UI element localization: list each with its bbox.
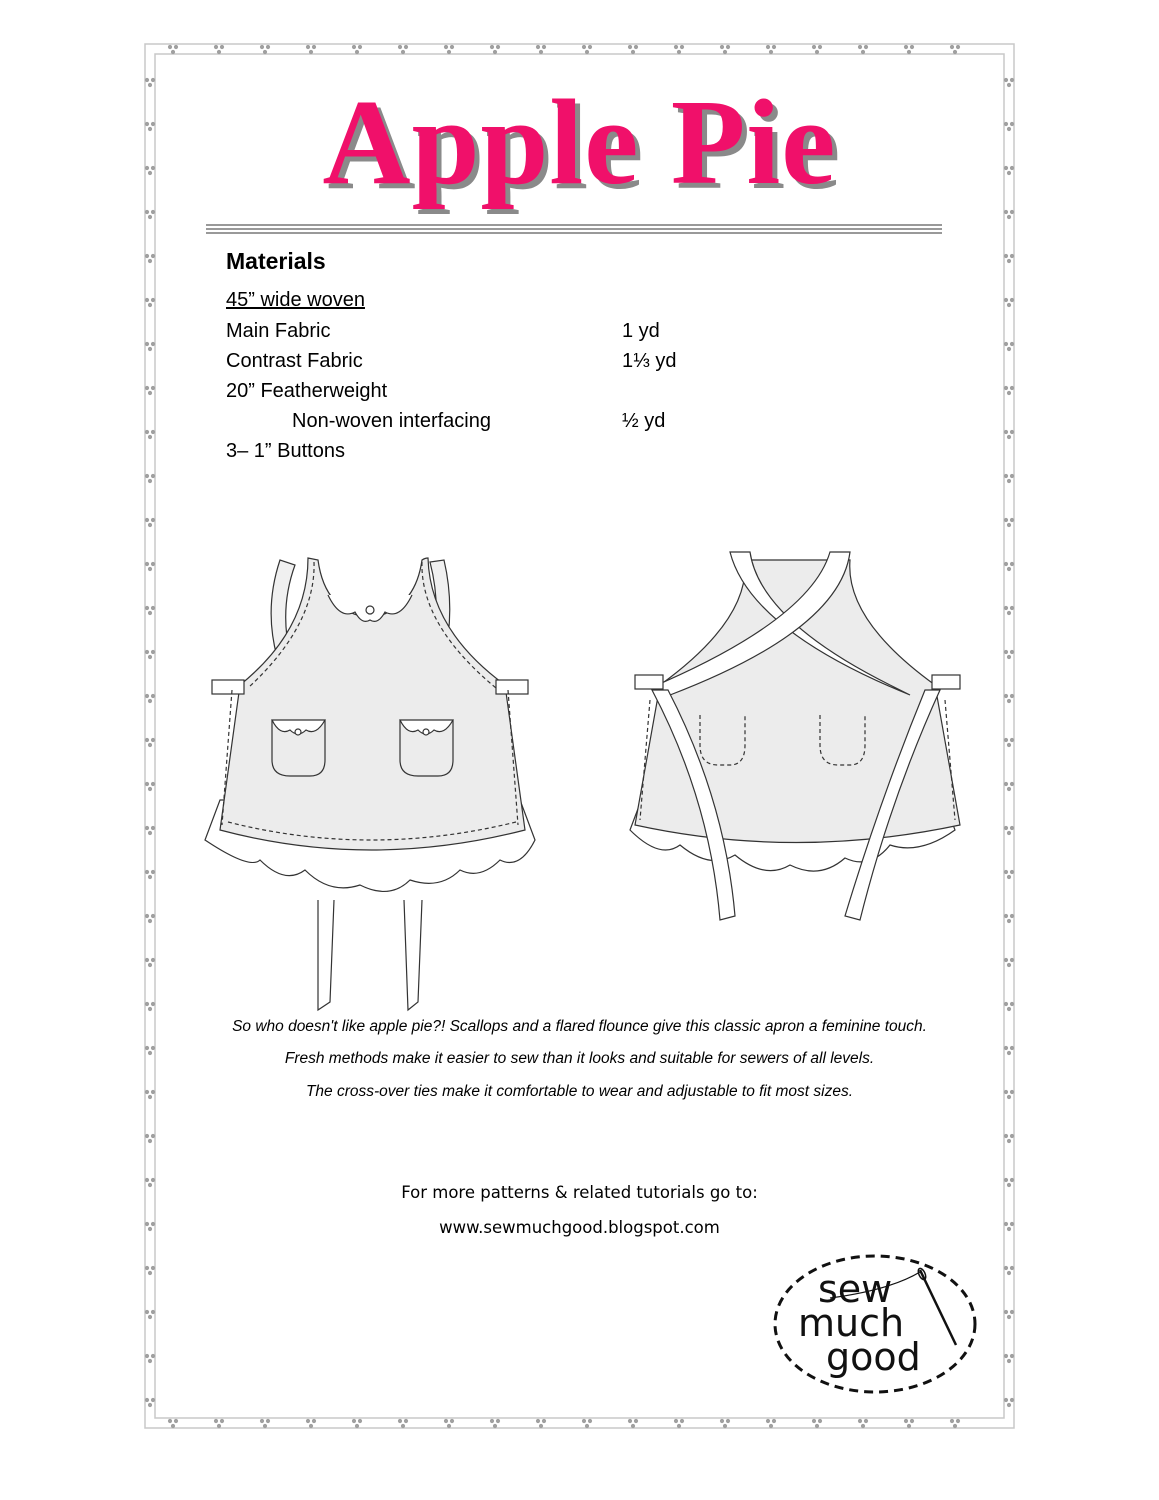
border-dot <box>1010 782 1014 786</box>
border-dot <box>818 45 822 49</box>
border-dot <box>1007 1403 1011 1407</box>
border-dot <box>450 1419 454 1423</box>
border-dot <box>726 45 730 49</box>
border-dot <box>220 1419 224 1423</box>
logo-text: sew <box>818 1267 893 1311</box>
border-dot <box>217 1424 221 1428</box>
border-dot <box>145 694 149 698</box>
border-dot <box>358 1419 362 1423</box>
border-dot <box>772 1419 776 1423</box>
border-dot <box>680 1419 684 1423</box>
border-dot <box>723 1424 727 1428</box>
border-dot <box>950 1419 954 1423</box>
border-dot <box>401 1424 405 1428</box>
border-dot <box>1010 650 1014 654</box>
border-dot <box>151 870 155 874</box>
border-dot <box>907 1424 911 1428</box>
border-dot <box>148 479 152 483</box>
border-dot <box>1010 298 1014 302</box>
border-dot <box>214 45 218 49</box>
border-dot <box>1004 1310 1008 1314</box>
border-dot <box>904 1419 908 1423</box>
border-dot <box>450 45 454 49</box>
promo-text: For more patterns & related tutorials go to: <box>401 1183 758 1202</box>
border-dot <box>769 1424 773 1428</box>
border-dot <box>447 1424 451 1428</box>
border-dot <box>634 1419 638 1423</box>
border-dot <box>217 50 221 54</box>
border-dot <box>1010 518 1014 522</box>
border-dot <box>312 1419 316 1423</box>
border-dot <box>674 1419 678 1423</box>
border-dot <box>1010 1266 1014 1270</box>
border-dot <box>1010 914 1014 918</box>
material-name: Contrast Fabric <box>226 350 363 372</box>
border-dot <box>148 1359 152 1363</box>
border-dot <box>677 1424 681 1428</box>
border-dot <box>1004 1002 1008 1006</box>
border-dot <box>1007 831 1011 835</box>
border-dot <box>634 45 638 49</box>
material-qty: 1 yd <box>622 320 660 342</box>
border-dot <box>151 650 155 654</box>
border-dot <box>539 1424 543 1428</box>
border-dot <box>148 1271 152 1275</box>
border-dot <box>588 1419 592 1423</box>
border-dot <box>168 1419 172 1423</box>
border-dot <box>496 45 500 49</box>
border-dot <box>1004 518 1008 522</box>
border-dot <box>148 1007 152 1011</box>
border-dot <box>1010 1002 1014 1006</box>
border-dot <box>266 45 270 49</box>
border-dot <box>588 45 592 49</box>
border-dot <box>496 1419 500 1423</box>
border-dot <box>766 1419 770 1423</box>
border-dot <box>309 1424 313 1428</box>
border-dot <box>148 611 152 615</box>
border-dot <box>910 45 914 49</box>
border-dot <box>151 738 155 742</box>
border-dot <box>148 1403 152 1407</box>
border-dot <box>1010 1310 1014 1314</box>
description-line: The cross-over ties make it comfortable to wear and adjustable to fit most sizes. <box>305 1083 854 1100</box>
border-dot <box>145 606 149 610</box>
border-dot <box>306 45 310 49</box>
border-dot <box>953 50 957 54</box>
border-dot <box>677 50 681 54</box>
border-dot <box>168 45 172 49</box>
border-dot <box>444 45 448 49</box>
border-dot <box>151 1266 155 1270</box>
border-dot <box>1007 787 1011 791</box>
border-dot <box>542 1419 546 1423</box>
border-dot <box>148 1315 152 1319</box>
border-dot <box>582 1419 586 1423</box>
border-dot <box>145 1266 149 1270</box>
border-dot <box>1010 254 1014 258</box>
border-dot <box>1010 1354 1014 1358</box>
border-dot <box>956 45 960 49</box>
border-dot <box>145 254 149 258</box>
border-dot <box>1007 479 1011 483</box>
border-dot <box>1010 606 1014 610</box>
border-dot <box>1004 1266 1008 1270</box>
border-dot <box>355 1424 359 1428</box>
border-dot <box>148 875 152 879</box>
border-dot <box>355 50 359 54</box>
border-dot <box>858 1419 862 1423</box>
border-dot <box>214 1419 218 1423</box>
border-dot <box>266 1419 270 1423</box>
sew-much-good-logo <box>770 1250 980 1398</box>
border-dot <box>1007 743 1011 747</box>
border-dot <box>148 303 152 307</box>
border-dot <box>148 787 152 791</box>
border-dot <box>151 298 155 302</box>
border-dot <box>171 50 175 54</box>
border-dot <box>1007 347 1011 351</box>
material-qty: ½ yd <box>622 410 666 432</box>
border-dot <box>1007 655 1011 659</box>
border-dot <box>1004 914 1008 918</box>
description-line: Fresh methods make it easier to sew than it looks and suitable for sewers of all levels. <box>284 1050 875 1067</box>
border-dot <box>1007 1315 1011 1319</box>
border-dot <box>398 45 402 49</box>
border-dot <box>628 45 632 49</box>
border-dot <box>628 1419 632 1423</box>
border-dot <box>1007 875 1011 879</box>
border-dot <box>490 1419 494 1423</box>
border-dot <box>720 1419 724 1423</box>
logo-text: good <box>826 1335 921 1379</box>
border-dot <box>145 1178 149 1182</box>
border-dot <box>148 347 152 351</box>
border-dot <box>151 914 155 918</box>
border-dot <box>1004 298 1008 302</box>
border-dot <box>145 1398 149 1402</box>
border-dot <box>151 430 155 434</box>
border-dot <box>148 963 152 967</box>
border-dot <box>907 50 911 54</box>
border-dot <box>148 831 152 835</box>
border-dot <box>1007 1007 1011 1011</box>
border-dot <box>145 1354 149 1358</box>
border-dot <box>145 650 149 654</box>
border-dot <box>306 1419 310 1423</box>
border-dot <box>1007 699 1011 703</box>
border-dot <box>769 50 773 54</box>
border-dot <box>148 567 152 571</box>
description-line: So who doesn't like apple pie?! Scallops and a flared flounce give this classic apron a feminine touch. <box>232 1018 927 1035</box>
border-dot <box>493 1424 497 1428</box>
border-dot <box>148 523 152 527</box>
border-dot <box>631 1424 635 1428</box>
border-dot <box>145 914 149 918</box>
border-dot <box>1007 303 1011 307</box>
border-dot <box>1010 870 1014 874</box>
border-dot <box>858 45 862 49</box>
border-dot <box>1007 215 1011 219</box>
border-dot <box>490 45 494 49</box>
border-dot <box>1010 958 1014 962</box>
border-dot <box>1007 391 1011 395</box>
border-dot <box>585 50 589 54</box>
border-dot <box>1004 1134 1008 1138</box>
border-dot <box>1007 1139 1011 1143</box>
border-dot <box>1004 1354 1008 1358</box>
border-dot <box>1004 694 1008 698</box>
border-dot <box>1010 210 1014 214</box>
border-dot <box>1004 210 1008 214</box>
border-dot <box>148 699 152 703</box>
border-dot <box>910 1419 914 1423</box>
border-dot <box>404 45 408 49</box>
border-dot <box>151 694 155 698</box>
border-dot <box>1004 386 1008 390</box>
border-dot <box>401 50 405 54</box>
border-dot <box>148 919 152 923</box>
apron-illustrations <box>190 540 980 1020</box>
border-dot <box>1004 870 1008 874</box>
border-dot <box>772 45 776 49</box>
border-dot <box>815 50 819 54</box>
border-dot <box>1004 342 1008 346</box>
border-dot <box>1010 738 1014 742</box>
border-dot <box>151 1002 155 1006</box>
border-dot <box>493 50 497 54</box>
border-dot <box>151 210 155 214</box>
border-dot <box>260 1419 264 1423</box>
border-dot <box>260 45 264 49</box>
border-dot <box>1004 562 1008 566</box>
border-dot <box>145 474 149 478</box>
border-dot <box>145 1310 149 1314</box>
border-dot <box>542 45 546 49</box>
apron-front-view <box>205 558 535 1010</box>
border-dot <box>145 826 149 830</box>
border-dot <box>950 45 954 49</box>
border-dot <box>312 45 316 49</box>
border-dot <box>726 1419 730 1423</box>
material-name: 3– 1” Buttons <box>226 440 345 462</box>
material-qty: 1⅓ yd <box>622 350 677 372</box>
border-dot <box>171 1424 175 1428</box>
border-dot <box>352 1419 356 1423</box>
border-dot <box>358 45 362 49</box>
border-dot <box>1010 826 1014 830</box>
border-dot <box>145 562 149 566</box>
border-dot <box>263 1424 267 1428</box>
border-dot <box>536 45 540 49</box>
border-dot <box>151 1398 155 1402</box>
border-dot <box>148 259 152 263</box>
border-dot <box>1004 738 1008 742</box>
border-dot <box>151 782 155 786</box>
border-dot <box>1004 782 1008 786</box>
border-dot <box>1007 435 1011 439</box>
border-dot <box>766 45 770 49</box>
border-dot <box>812 45 816 49</box>
border-dot <box>1004 1178 1008 1182</box>
border-dot <box>145 430 149 434</box>
border-dot <box>582 45 586 49</box>
border-dot <box>151 1354 155 1358</box>
border-dot <box>148 435 152 439</box>
border-dot <box>220 45 224 49</box>
material-name: 20” Featherweight <box>226 380 388 402</box>
border-dot <box>145 298 149 302</box>
border-dot <box>145 738 149 742</box>
border-dot <box>815 1424 819 1428</box>
border-dot <box>1004 650 1008 654</box>
border-dot <box>812 1419 816 1423</box>
border-dot <box>145 870 149 874</box>
border-dot <box>1007 259 1011 263</box>
border-dot <box>1007 919 1011 923</box>
border-dot <box>444 1419 448 1423</box>
border-dot <box>861 1424 865 1428</box>
border-dot <box>1010 1178 1014 1182</box>
apron-back-view <box>630 552 960 920</box>
border-dot <box>1007 523 1011 527</box>
border-dot <box>151 474 155 478</box>
border-dot <box>861 50 865 54</box>
border-dot <box>148 391 152 395</box>
promo-url: www.sewmuchgood.blogspot.com <box>439 1218 720 1237</box>
border-dot <box>1010 694 1014 698</box>
border-dot <box>1004 606 1008 610</box>
border-dot <box>1007 611 1011 615</box>
border-dot <box>398 1419 402 1423</box>
border-dot <box>148 655 152 659</box>
border-dot <box>1007 1271 1011 1275</box>
border-dot <box>720 45 724 49</box>
border-dot <box>1004 254 1008 258</box>
border-dot <box>1004 474 1008 478</box>
border-dot <box>864 45 868 49</box>
border-dot <box>151 254 155 258</box>
border-dot <box>680 45 684 49</box>
border-dot <box>151 1134 155 1138</box>
border-dot <box>148 215 152 219</box>
border-dot <box>148 1139 152 1143</box>
border-dot <box>674 45 678 49</box>
border-dot <box>1004 1398 1008 1402</box>
border-dot <box>1007 1359 1011 1363</box>
border-dot <box>1004 430 1008 434</box>
pattern-title: Apple Pie <box>322 75 837 210</box>
border-dot <box>1007 963 1011 967</box>
border-dot <box>1010 1134 1014 1138</box>
border-dot <box>1010 1398 1014 1402</box>
border-dot <box>151 518 155 522</box>
border-dot <box>145 958 149 962</box>
border-dot <box>1010 430 1014 434</box>
border-dot <box>145 782 149 786</box>
border-dot <box>151 606 155 610</box>
border-dot <box>723 50 727 54</box>
border-dot <box>904 45 908 49</box>
materials-heading: Materials <box>226 248 326 274</box>
border-dot <box>174 1419 178 1423</box>
border-dot <box>956 1419 960 1423</box>
border-dot <box>151 958 155 962</box>
border-dot <box>145 1134 149 1138</box>
border-dot <box>1010 562 1014 566</box>
border-dot <box>1010 474 1014 478</box>
border-dot <box>1004 826 1008 830</box>
materials-subheading: 45” wide woven <box>226 289 365 311</box>
border-dot <box>352 45 356 49</box>
border-dot <box>1004 958 1008 962</box>
border-dot <box>151 386 155 390</box>
border-dot <box>145 386 149 390</box>
material-name: Main Fabric <box>226 320 331 342</box>
border-dot <box>151 1310 155 1314</box>
border-dot <box>536 1419 540 1423</box>
border-dot <box>818 1419 822 1423</box>
border-dot <box>151 342 155 346</box>
border-dot <box>145 210 149 214</box>
border-dot <box>1007 567 1011 571</box>
border-dot <box>151 562 155 566</box>
border-dot <box>404 1419 408 1423</box>
border-dot <box>539 50 543 54</box>
border-dot <box>953 1424 957 1428</box>
border-dot <box>309 50 313 54</box>
border-dot <box>145 1002 149 1006</box>
border-dot <box>585 1424 589 1428</box>
border-dot <box>631 50 635 54</box>
border-dot <box>151 1178 155 1182</box>
border-dot <box>148 743 152 747</box>
border-dot <box>864 1419 868 1423</box>
border-dot <box>145 342 149 346</box>
border-dot <box>1010 386 1014 390</box>
border-dot <box>174 45 178 49</box>
border-dot <box>1010 342 1014 346</box>
border-dot <box>151 826 155 830</box>
material-name: Non-woven interfacing <box>292 410 491 432</box>
logo-text: much <box>798 1301 905 1345</box>
border-dot <box>145 518 149 522</box>
title-divider <box>206 224 942 233</box>
border-dot <box>447 50 451 54</box>
border-dot <box>263 50 267 54</box>
